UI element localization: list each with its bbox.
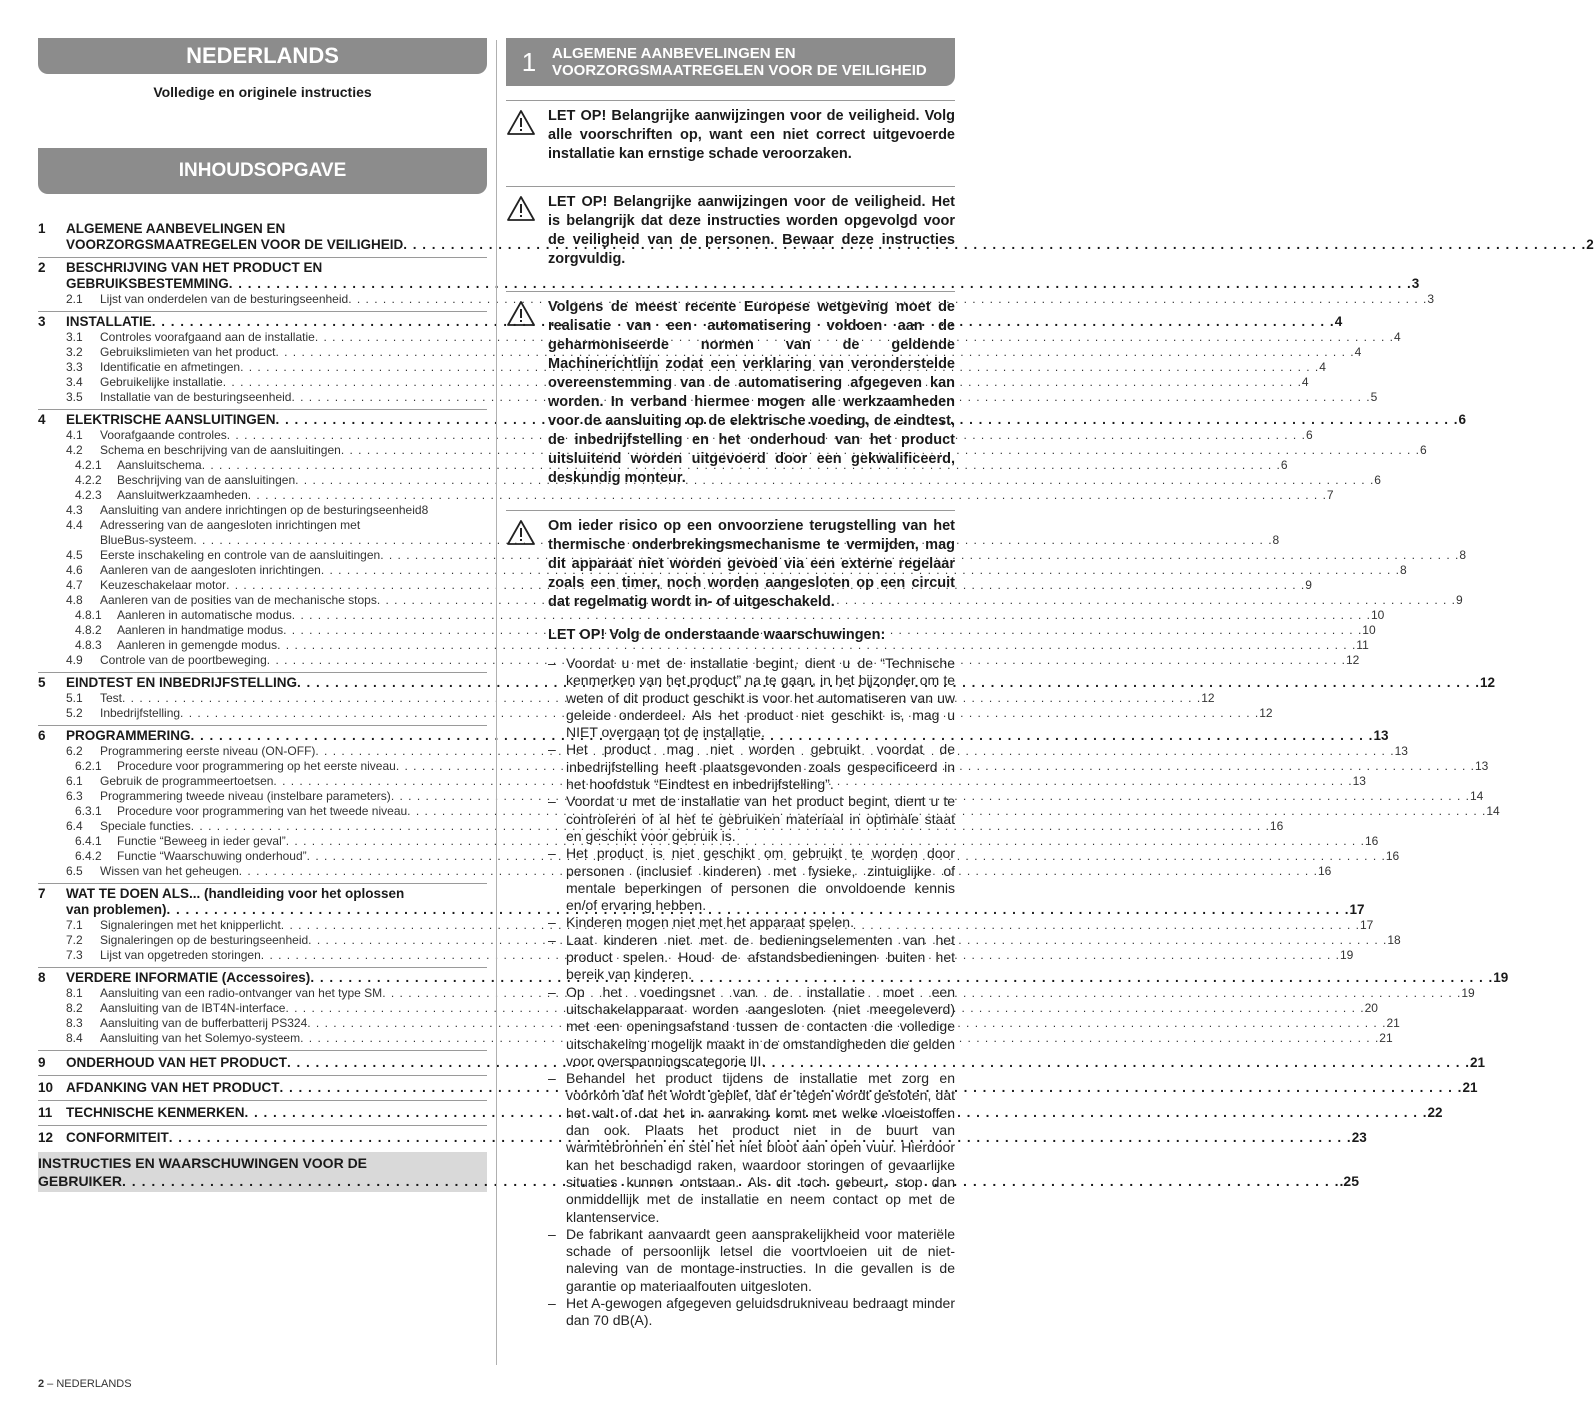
toc-section-9[interactable]: 9 ONDERHOUD VAN HET PRODUCT . . . 21	[38, 1055, 487, 1071]
toc-entry[interactable]: 6.4 Speciale functies . . . 16	[38, 819, 487, 834]
toc-section-2[interactable]: 2 BESCHRIJVING VAN HET PRODUCT EN GEBRUIKSBESTEMMING . . . 3	[38, 260, 487, 292]
toc-entry[interactable]: 4.8 Aanleren van de posities van de mechanische stops . . . 9	[38, 593, 487, 608]
toc-section-1[interactable]: 1 ALGEMENE AANBEVELINGEN EN VOORZORGSMAATREGELEN VOOR DE VEILIGHEID . . . 2	[38, 221, 487, 253]
language-title: NEDERLANDS	[186, 43, 339, 68]
list-item: – De fabrikant aanvaardt geen aansprakelijkheid voor materiële schade of persoonlijk letsel die voortvloeien uit de niet-naleving van de montage-instructies. In die gevallen is de garantie op materiaalfouten uitgesloten.	[548, 1226, 955, 1295]
document-subtitle: Volledige en originele instructies	[153, 84, 372, 100]
toc-entry[interactable]: 6.3 Programmering tweede niveau (instelbare parameters) . . . 14	[38, 789, 487, 804]
toc-entry[interactable]: 3.2 Gebruikslimieten van het product . . . 4	[38, 345, 487, 360]
section-number: 1	[521, 46, 537, 77]
toc-entry[interactable]: 6.4.1 Functie “Beweeg in ieder geval” . . . 16	[38, 834, 487, 849]
list-item: – Kinderen mogen niet met het apparaat spelen.	[548, 914, 955, 931]
toc-entry[interactable]: 5.2 Inbedrijfstelling . . . 12	[38, 706, 487, 721]
warning-block: Volgens de meest recente Europese wetgeving moet de realisatie van een automatisering voldoen aan de geharmoniseerde normen van de geldende Machinerichtlijn zodat een verklaring van veronderstelde overeenstemming van de automatisering afgegeven kan worden. In verband hiermee mogen alle werkzaamheden voor de aansluiting op de elektrische voeding, de eindtest, de inbedrijfstelling en het onderhoud van het product uitsluitend worden uitgevoerd door een gekwalificeerd, deskundig monteur.	[506, 291, 955, 488]
toc-entry[interactable]: 4.2.3 Aansluitwerkzaamheden . . . 7	[38, 488, 487, 503]
warning-triangle-icon	[506, 298, 548, 488]
toc-entry[interactable]: 4.8.2 Aanleren in handmatige modus . . . 10	[38, 623, 487, 638]
warning-block: LET OP! Belangrijke aanwijzingen voor de veiligheid. Volg alle voorschriften op, want een niet correct uitgevoerde installatie kan ernstige schade veroorzaken.	[506, 100, 955, 164]
toc-entry[interactable]: 4.1 Voorafgaande controles . . . 6	[38, 428, 487, 443]
toc-entry[interactable]: 4.9 Controle van de poortbeweging . . . 12	[38, 653, 487, 668]
warning-triangle-icon	[506, 193, 548, 269]
toc-entry[interactable]: 8.3 Aansluiting van de bufferbatterij PS324 . . . 21	[38, 1016, 487, 1031]
column-divider	[496, 40, 497, 1365]
list-item: – Voordat u met de installatie van het product begint, dient u te controleren of al het te gebruiken materiaal in optimale staat en geschikt voor gebruik is.	[548, 793, 955, 845]
toc-entry[interactable]: 4.4 Adressering van de aangesloten inrichtingen met BlueBus-systeem . . . 8	[38, 518, 487, 548]
toc-entry[interactable]: 6.2.1 Procedure voor programmering op het eerste niveau . . . 13	[38, 759, 487, 774]
toc-banner	[38, 148, 487, 194]
toc-entry[interactable]: 4.2.1 Aansluitschema . . . 6	[38, 458, 487, 473]
warning-triangle-icon	[506, 517, 548, 612]
list-item: – Voordat u met de installatie begint, dient u de “Technische kenmerken van het product” na te gaan, in het bijzonder om te weten of dit product geschikt is voor het automatiseren van uw geleide onderdeel. Als het product niet geschikt is, mag u NIET overgaan tot de installatie.	[548, 655, 955, 741]
toc-section-4[interactable]: 4 ELEKTRISCHE AANSLUITINGEN . . . 6	[38, 412, 487, 428]
toc-entry[interactable]: 3.1 Controles voorafgaand aan de installatie . . . 4	[38, 330, 487, 345]
toc-entry[interactable]: 6.1 Gebruik de programmeertoetsen . . . 13	[38, 774, 487, 789]
toc-section-3[interactable]: 3 INSTALLATIE . . . 4	[38, 314, 487, 330]
warning-block: Om ieder risico op een onvoorziene terugstelling van het thermische onderbrekingsmechanisme te vermijden, mag dit apparaat niet worden gevoed via een externe regelaar zoals een timer, noch worden aangesloten op een circuit dat regelmatig wordt in- of uitgeschakeld.	[506, 510, 955, 612]
list-item: – Het product is niet geschikt om gebruikt te worden door personen (inclusief kinderen) met fysieke, zintuiglijke of mentale beperkingen of personen die onvoldoende kennis en/of ervaring hebben.	[548, 845, 955, 914]
toc-entry[interactable]: 4.7 Keuzeschakelaar motor . . . 9	[38, 578, 487, 593]
footer-language: NEDERLANDS	[56, 1378, 132, 1390]
toc-entry[interactable]: 6.5 Wissen van het geheugen . . . 16	[38, 864, 487, 879]
toc-section-8[interactable]: 8 VERDERE INFORMATIE (Accessoires) . . . 19	[38, 970, 487, 986]
list-item: – Het A-gewogen afgegeven geluidsdrukniveau bedraagt minder dan 70 dB(A).	[548, 1295, 955, 1330]
toc-entry[interactable]: 5.1 Test . . . 12	[38, 691, 487, 706]
toc-section-11[interactable]: 11 TECHNISCHE KENMERKEN . . . 22	[38, 1105, 487, 1121]
toc-entry[interactable]: 4.6 Aanleren van de aangesloten inrichtingen . . . 8	[38, 563, 487, 578]
language-banner	[38, 38, 487, 74]
toc-entry[interactable]: 3.3 Identificatie en afmetingen . . . 4	[38, 360, 487, 375]
toc-entry[interactable]: 6.3.1 Procedure voor programmering van het tweede niveau . . . 14	[38, 804, 487, 819]
list-item: – Laat kinderen niet met de bedieningselementen van het product spelen. Houd de afstandsbedieningen buiten het bereik van kinderen.	[548, 932, 955, 984]
section-title: ALGEMENE AANBEVELINGEN EN VOORZORGSMAATREGELEN VOOR DE VEILIGHEID	[552, 45, 927, 79]
toc-user-instructions[interactable]: INSTRUCTIES EN WAARSCHUWINGEN VOOR DE GEBRUIKER . . . .25	[38, 1152, 487, 1192]
toc-section-12[interactable]: 12 CONFORMITEIT . . . 23	[38, 1130, 487, 1146]
list-item: – Op het voedingsnet van de installatie moet een uitschakelapparaat worden aangesloten (niet meegeleverd) met een openingsafstand tussen de contacten die volledige uitschakeling mogelijk maakt in de omstandigheden die gelden voor overspanningscategorie III.	[548, 984, 955, 1070]
toc-entry[interactable]: 4.8.3 Aanleren in gemengde modus . . . 11	[38, 638, 487, 653]
toc-section-6[interactable]: 6 PROGRAMMERING . . . 13	[38, 728, 487, 744]
section-1-banner	[506, 38, 955, 86]
toc-entry[interactable]: 4.5 Eerste inschakeling en controle van de aansluitingen . . . 8	[38, 548, 487, 563]
notice-heading: LET OP! Volg de onderstaande waarschuwingen:	[548, 627, 886, 643]
toc-entry[interactable]: 7.3 Lijst van opgetreden storingen . . . 19	[38, 948, 487, 963]
toc-entry[interactable]: 4.3 Aansluiting van andere inrichtingen op de besturingseenheid 8	[66, 503, 429, 517]
toc-entry[interactable]: 3.4 Gebruikelijke installatie . . . 4	[38, 375, 487, 390]
page-footer: 2 – NEDERLANDS	[38, 1378, 132, 1390]
page-number: 2	[38, 1378, 45, 1390]
toc-section-10[interactable]: 10 AFDANKING VAN HET PRODUCT . . . 21	[38, 1080, 487, 1096]
toc-entry[interactable]: 7.1 Signaleringen met het knipperlicht . . . 17	[38, 918, 487, 933]
toc-entry[interactable]: 8.2 Aansluiting van de IBT4N-interface . . . 20	[38, 1001, 487, 1016]
toc-section-5[interactable]: 5 EINDTEST EN INBEDRIJFSTELLING . . . 12	[38, 675, 487, 691]
toc-entry[interactable]: 2.1 Lijst van onderdelen van de besturingseenheid . . . 3	[38, 292, 487, 307]
toc-entry[interactable]: 4.2.2 Beschrijving van de aansluitingen . . . 6	[38, 473, 487, 488]
toc-title: INHOUDSOPGAVE	[178, 160, 347, 181]
toc-entry[interactable]: 6.2 Programmering eerste niveau (ON-OFF) . . . 13	[38, 744, 487, 759]
warnings-list	[548, 655, 955, 1330]
toc-entry[interactable]: 7.2 Signaleringen op de besturingseenheid . . . 18	[38, 933, 487, 948]
section-1-content	[506, 100, 955, 1330]
toc-entry[interactable]: 6.4.2 Functie “Waarschuwing onderhoud” . . . 16	[38, 849, 487, 864]
list-item: – Behandel het product tijdens de installatie met zorg en voorkom dat het wordt geplet, dat er tegen wordt gestoten, dat het valt of dat het in aanraking komt met welke vloeistoffen dan ook. Plaats het product niet in de buurt van warmtebronnen en stel het niet bloot aan open vuur. Hierdoor kan het beschadigd raken, waardoor storingen of gevaarlijke situaties kunnen ontstaan. Als dit toch gebeurt, stop dan onmiddellijk met de installatie en neem contact op met de klantenservice.	[548, 1070, 955, 1226]
list-item: – Het product mag niet worden gebruikt voordat de inbedrijfstelling heeft plaatsgevonden zoals gespecificeerd in het hoofdstuk “Eindtest en inbedrijfstelling”.	[548, 741, 955, 793]
toc-entry[interactable]: 4.2 Schema en beschrijving van de aansluitingen . . . 6	[38, 443, 487, 458]
toc-entry[interactable]: 4.8.1 Aanleren in automatische modus . . . 10	[38, 608, 487, 623]
toc-entry[interactable]: 3.5 Installatie van de besturingseenheid . . . 5	[38, 390, 487, 405]
toc-entry[interactable]: 8.4 Aansluiting van het Solemyo-systeem . . . 21	[38, 1031, 487, 1046]
warning-triangle-icon	[506, 107, 548, 164]
warning-block: LET OP! Belangrijke aanwijzingen voor de veiligheid. Het is belangrijk dat deze instructies worden opgevolgd voor de veiligheid van de personen. Bewaar deze instructies zorgvuldig.	[506, 186, 955, 269]
toc-entry[interactable]: 8.1 Aansluiting van een radio-ontvanger van het type SM . . . 19	[38, 986, 487, 1001]
toc-section-7[interactable]: 7 WAT TE DOEN ALS... (handleiding voor het oplossen van problemen) . . . 17	[38, 886, 487, 918]
